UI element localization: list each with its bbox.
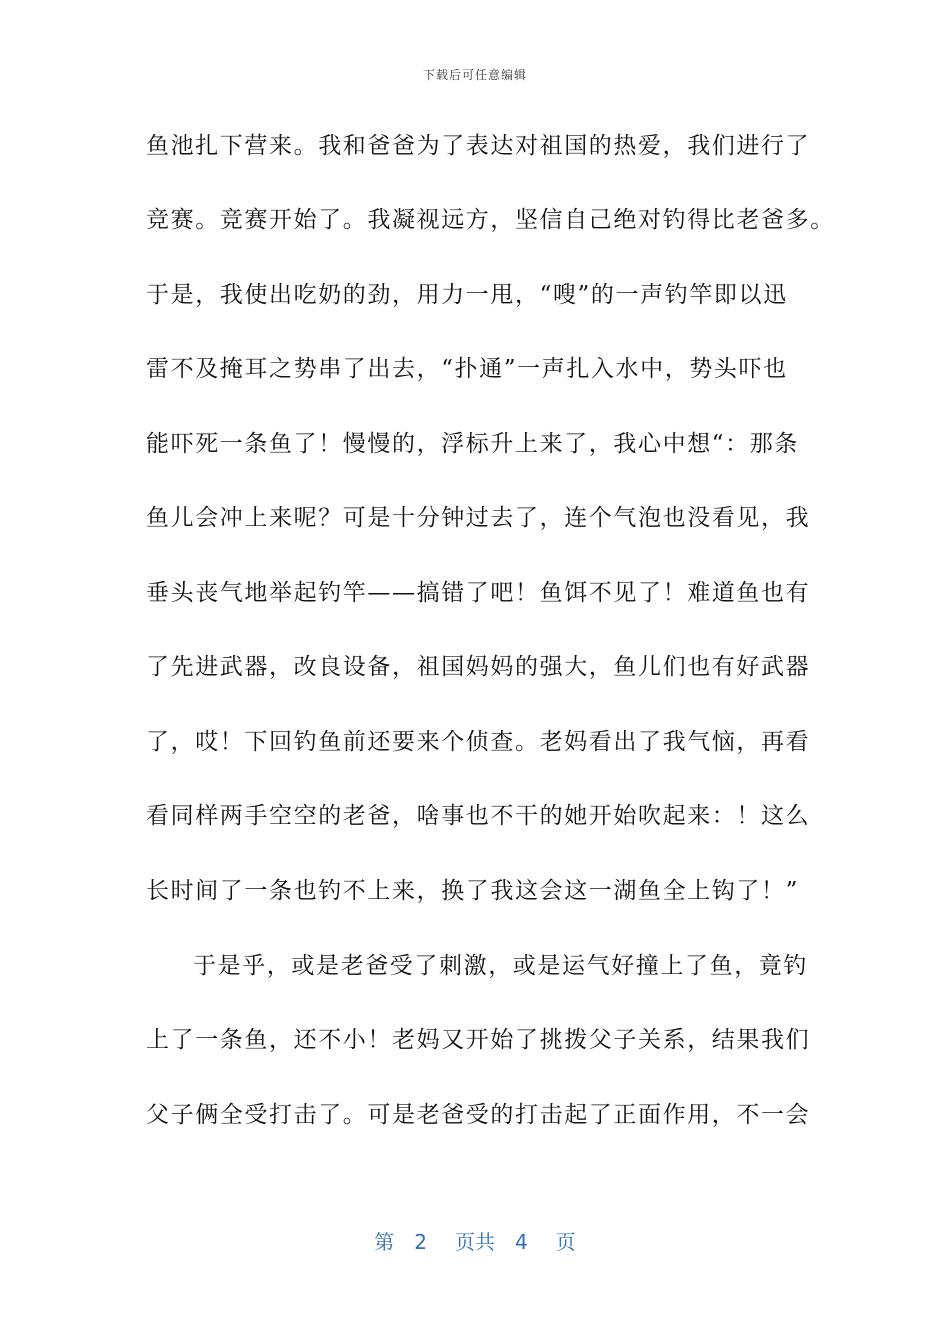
text-line: 看同样两手空空的老爸，啥事也不干的她开始吹起来：！这么 [146,803,811,829]
text-line: 竞赛。竞赛开始了。我凝视远方，坚信自己绝对钓得比老爸多。 [146,207,835,233]
total-pages-number: 4 [515,1230,528,1254]
footer-suffix: 页 [555,1230,576,1254]
text-line: 雷不及掩耳之势串了出去，“扑通”一声扎入水中，势头吓也 [146,356,788,382]
text-line: 了，哎！下回钓鱼前还要来个侦查。老妈看出了我气恼，再看 [146,729,811,755]
paragraph-start-line: 于是乎，或是老爸受了刺激，或是运气好撞上了鱼，竟钓 [193,953,808,979]
page-header: 下载后可任意编辑 [422,68,527,82]
footer-prefix: 第 [374,1230,395,1254]
text-line: 能吓死一条鱼了！慢慢的，浮标升上来了，我心中想“：那条 [146,431,799,457]
text-line: 鱼池扎下营来。我和爸爸为了表达对祖国的热爱，我们进行了 [146,133,811,159]
text-line: 了先进武器，改良设备，祖国妈妈的强大，鱼儿们也有好武器 [146,654,811,680]
footer-middle: 页共 [455,1230,495,1254]
text-line: 长时间了一条也钓不上来，换了我这会这一湖鱼全上钩了！” [146,878,799,904]
text-line: 鱼儿会冲上来呢？可是十分钟过去了，连个气泡也没看见，我 [146,505,811,531]
current-page-number: 2 [414,1230,427,1254]
text-line: 父子俩全受打击了。可是老爸受的打击起了正面作用，不一会 [146,1102,811,1128]
text-line: 上了一条鱼，还不小！老妈又开始了挑拨父子关系，结果我们 [146,1027,811,1053]
text-line: 于是，我使出吃奶的劲，用力一甩，“嗖”的一声钓竿即以迅 [146,282,788,308]
page-number-footer [0,1226,950,1255]
text-line: 垂头丧气地举起钓竿——搞错了吧！鱼饵不见了！难道鱼也有 [146,580,811,606]
